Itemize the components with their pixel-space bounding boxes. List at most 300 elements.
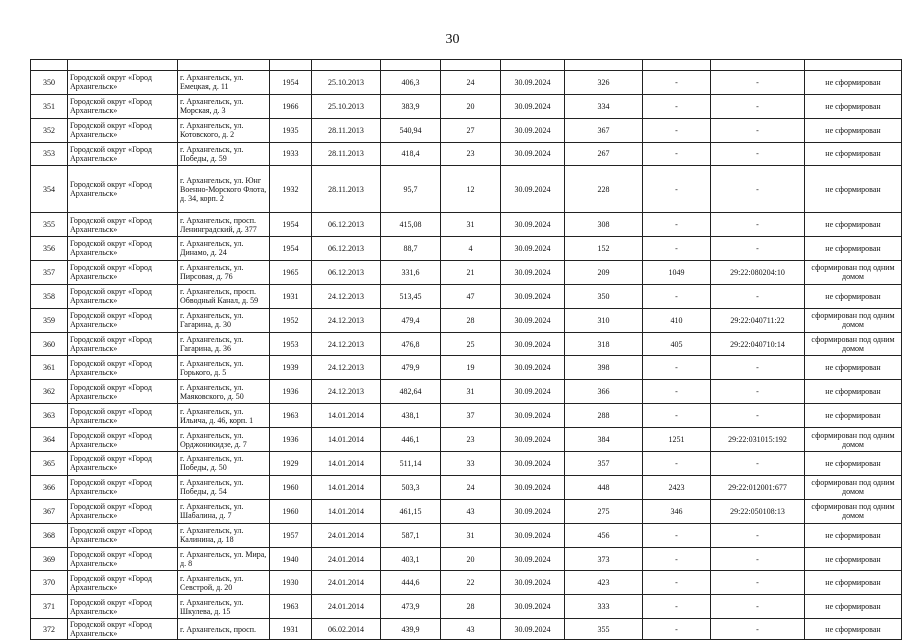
status-cell: не сформирован [805, 356, 902, 380]
cadastral-number-cell: - [711, 284, 805, 308]
cadastral-number-cell: - [711, 619, 805, 640]
header-cell [805, 60, 902, 71]
residents-cell: 31 [441, 523, 501, 547]
address-cell: г. Архангельск, ул. Котовского, д. 2 [178, 118, 270, 142]
deadline-cell: 30.09.2024 [501, 356, 565, 380]
residents-cell: 28 [441, 595, 501, 619]
deadline-cell: 30.09.2024 [501, 475, 565, 499]
row-number-cell: 351 [31, 94, 68, 118]
header-cell [31, 60, 68, 71]
land-area-cell: - [643, 166, 711, 213]
status-cell: не сформирован [805, 547, 902, 571]
number-cell: 456 [565, 523, 643, 547]
cadastral-number-cell: - [711, 356, 805, 380]
table-row [31, 284, 902, 308]
status-cell: сформирован под одним домом [805, 475, 902, 499]
number-cell: 398 [565, 356, 643, 380]
cadastral-number-cell: 29:22:012001:677 [711, 475, 805, 499]
cadastral-number-cell: - [711, 94, 805, 118]
cadastral-number-cell: - [711, 142, 805, 166]
deadline-cell: 30.09.2024 [501, 284, 565, 308]
number-cell: 228 [565, 166, 643, 213]
year-cell: 1940 [270, 547, 312, 571]
land-area-cell: - [643, 571, 711, 595]
status-cell: не сформирован [805, 571, 902, 595]
number-cell: 334 [565, 94, 643, 118]
district-cell: Городской округ «Город Архангельск» [68, 571, 178, 595]
date-cell: 06.12.2013 [312, 213, 381, 237]
table-row [31, 404, 902, 428]
district-cell: Городской округ «Город Архангельск» [68, 94, 178, 118]
cadastral-number-cell: - [711, 237, 805, 261]
table-body [31, 60, 902, 640]
address-cell: г. Архангельск, ул. Шкулева, д. 15 [178, 595, 270, 619]
residents-cell: 31 [441, 213, 501, 237]
residents-cell: 20 [441, 94, 501, 118]
date-cell: 25.10.2013 [312, 94, 381, 118]
table-row [31, 428, 902, 452]
land-area-cell: 346 [643, 499, 711, 523]
residents-cell: 24 [441, 70, 501, 94]
cadastral-number-cell: 29:22:040710:14 [711, 332, 805, 356]
table-row [31, 499, 902, 523]
table-row [31, 452, 902, 476]
cadastral-number-cell: - [711, 380, 805, 404]
address-cell: г. Архангельск, ул. Маяковского, д. 50 [178, 380, 270, 404]
date-cell: 24.12.2013 [312, 332, 381, 356]
area-cell: 418,4 [381, 142, 441, 166]
district-cell: Городской округ «Город Архангельск» [68, 284, 178, 308]
date-cell: 24.01.2014 [312, 547, 381, 571]
address-cell: г. Архангельск, просп. Обводный Канал, д. 59 [178, 284, 270, 308]
area-cell: 403,1 [381, 547, 441, 571]
year-cell: 1960 [270, 475, 312, 499]
table-row [31, 308, 902, 332]
year-cell: 1954 [270, 70, 312, 94]
row-number-cell: 353 [31, 142, 68, 166]
row-number-cell: 356 [31, 237, 68, 261]
number-cell: 373 [565, 547, 643, 571]
address-cell: г. Архангельск, просп. Ленинградский, д. 377 [178, 213, 270, 237]
status-cell: не сформирован [805, 166, 902, 213]
address-cell: г. Архангельск, ул. Гагарина, д. 30 [178, 308, 270, 332]
residents-cell: 22 [441, 571, 501, 595]
residents-cell: 33 [441, 452, 501, 476]
status-cell: не сформирован [805, 213, 902, 237]
number-cell: 267 [565, 142, 643, 166]
number-cell: 355 [565, 619, 643, 640]
area-cell: 479,9 [381, 356, 441, 380]
row-number-cell: 366 [31, 475, 68, 499]
land-area-cell: - [643, 118, 711, 142]
land-area-cell: - [643, 404, 711, 428]
address-cell: г. Архангельск, ул. Юнг Военно-Морского Флота, д. 34, корп. 2 [178, 166, 270, 213]
cadastral-number-cell: - [711, 523, 805, 547]
address-cell: г. Архангельск, ул. Севстрой, д. 20 [178, 571, 270, 595]
deadline-cell: 30.09.2024 [501, 523, 565, 547]
land-area-cell: 2423 [643, 475, 711, 499]
header-cell [178, 60, 270, 71]
land-area-cell: - [643, 237, 711, 261]
district-cell: Городской округ «Город Архангельск» [68, 118, 178, 142]
header-cell [381, 60, 441, 71]
deadline-cell: 30.09.2024 [501, 332, 565, 356]
year-cell: 1931 [270, 619, 312, 640]
date-cell: 24.01.2014 [312, 595, 381, 619]
year-cell: 1936 [270, 428, 312, 452]
district-cell: Городской округ «Город Архангельск» [68, 475, 178, 499]
row-number-cell: 369 [31, 547, 68, 571]
residents-cell: 43 [441, 499, 501, 523]
year-cell: 1963 [270, 595, 312, 619]
date-cell: 06.12.2013 [312, 260, 381, 284]
area-cell: 383,9 [381, 94, 441, 118]
residents-cell: 19 [441, 356, 501, 380]
deadline-cell: 30.09.2024 [501, 380, 565, 404]
address-cell: г. Архангельск, ул. Морская, д. 3 [178, 94, 270, 118]
year-cell: 1954 [270, 213, 312, 237]
status-cell: не сформирован [805, 237, 902, 261]
cadastral-number-cell: - [711, 571, 805, 595]
table-row [31, 475, 902, 499]
district-cell: Городской округ «Город Архангельск» [68, 619, 178, 640]
deadline-cell: 30.09.2024 [501, 94, 565, 118]
district-cell: Городской округ «Город Архангельск» [68, 404, 178, 428]
table-row [31, 332, 902, 356]
area-cell: 331,6 [381, 260, 441, 284]
address-cell: г. Архангельск, ул. Победы, д. 54 [178, 475, 270, 499]
header-cell [711, 60, 805, 71]
status-cell: не сформирован [805, 142, 902, 166]
cadastral-number-cell: - [711, 452, 805, 476]
district-cell: Городской округ «Город Архангельск» [68, 213, 178, 237]
land-area-cell: - [643, 619, 711, 640]
row-number-cell: 350 [31, 70, 68, 94]
land-area-cell: - [643, 523, 711, 547]
status-cell: не сформирован [805, 619, 902, 640]
area-cell: 482,64 [381, 380, 441, 404]
district-cell: Городской округ «Город Архангельск» [68, 260, 178, 284]
area-cell: 479,4 [381, 308, 441, 332]
cadastral-number-cell: - [711, 213, 805, 237]
area-cell: 439,9 [381, 619, 441, 640]
year-cell: 1939 [270, 356, 312, 380]
date-cell: 25.10.2013 [312, 70, 381, 94]
cadastral-number-cell: 29:22:050108:13 [711, 499, 805, 523]
date-cell: 14.01.2014 [312, 452, 381, 476]
deadline-cell: 30.09.2024 [501, 571, 565, 595]
area-cell: 88,7 [381, 237, 441, 261]
land-area-cell: 410 [643, 308, 711, 332]
row-number-cell: 368 [31, 523, 68, 547]
land-area-cell: - [643, 213, 711, 237]
header-cell [270, 60, 312, 71]
residents-cell: 27 [441, 118, 501, 142]
row-number-cell: 355 [31, 213, 68, 237]
cadastral-number-cell: - [711, 118, 805, 142]
header-cell [312, 60, 381, 71]
table-row [31, 142, 902, 166]
year-cell: 1965 [270, 260, 312, 284]
table-row [31, 523, 902, 547]
year-cell: 1954 [270, 237, 312, 261]
date-cell: 24.12.2013 [312, 308, 381, 332]
date-cell: 06.12.2013 [312, 237, 381, 261]
residents-cell: 4 [441, 237, 501, 261]
district-cell: Городской округ «Город Архангельск» [68, 523, 178, 547]
date-cell: 06.02.2014 [312, 619, 381, 640]
address-cell: г. Архангельск, ул. Победы, д. 59 [178, 142, 270, 166]
area-cell: 461,15 [381, 499, 441, 523]
row-number-cell: 359 [31, 308, 68, 332]
residents-cell: 47 [441, 284, 501, 308]
table-row [31, 213, 902, 237]
land-area-cell: 1251 [643, 428, 711, 452]
land-area-cell: 405 [643, 332, 711, 356]
deadline-cell: 30.09.2024 [501, 452, 565, 476]
residents-cell: 31 [441, 380, 501, 404]
year-cell: 1966 [270, 94, 312, 118]
date-cell: 24.12.2013 [312, 356, 381, 380]
table-row [31, 237, 902, 261]
cadastral-number-cell: - [711, 70, 805, 94]
address-cell: г. Архангельск, ул. Горького, д. 5 [178, 356, 270, 380]
status-cell: не сформирован [805, 523, 902, 547]
district-cell: Городской округ «Город Архангельск» [68, 332, 178, 356]
number-cell: 384 [565, 428, 643, 452]
address-cell: г. Архангельск, ул. Калинина, д. 18 [178, 523, 270, 547]
row-number-cell: 361 [31, 356, 68, 380]
status-cell: сформирован под одним домом [805, 499, 902, 523]
row-number-cell: 358 [31, 284, 68, 308]
deadline-cell: 30.09.2024 [501, 308, 565, 332]
status-cell: сформирован под одним домом [805, 428, 902, 452]
header-cell [643, 60, 711, 71]
number-cell: 350 [565, 284, 643, 308]
deadline-cell: 30.09.2024 [501, 166, 565, 213]
residents-cell: 25 [441, 332, 501, 356]
table-row [31, 595, 902, 619]
table-row [31, 166, 902, 213]
table-row [31, 356, 902, 380]
status-cell: не сформирован [805, 94, 902, 118]
area-cell: 406,3 [381, 70, 441, 94]
number-cell: 310 [565, 308, 643, 332]
area-cell: 473,9 [381, 595, 441, 619]
status-cell: не сформирован [805, 404, 902, 428]
area-cell: 444,6 [381, 571, 441, 595]
district-cell: Городской округ «Город Архангельск» [68, 308, 178, 332]
year-cell: 1931 [270, 284, 312, 308]
address-cell: г. Архангельск, ул. Мира, д. 8 [178, 547, 270, 571]
area-cell: 438,1 [381, 404, 441, 428]
deadline-cell: 30.09.2024 [501, 547, 565, 571]
district-cell: Городской округ «Город Архангельск» [68, 356, 178, 380]
land-area-cell: - [643, 70, 711, 94]
land-area-cell: 1049 [643, 260, 711, 284]
number-cell: 152 [565, 237, 643, 261]
table-row [31, 380, 902, 404]
residents-cell: 24 [441, 475, 501, 499]
deadline-cell: 30.09.2024 [501, 404, 565, 428]
date-cell: 14.01.2014 [312, 404, 381, 428]
residents-cell: 28 [441, 308, 501, 332]
area-cell: 587,1 [381, 523, 441, 547]
land-area-cell: - [643, 284, 711, 308]
district-cell: Городской округ «Город Архангельск» [68, 428, 178, 452]
row-number-cell: 352 [31, 118, 68, 142]
number-cell: 326 [565, 70, 643, 94]
address-cell: г. Архангельск, ул. Динамо, д. 24 [178, 237, 270, 261]
date-cell: 14.01.2014 [312, 475, 381, 499]
housing-table [30, 59, 902, 640]
date-cell: 14.01.2014 [312, 428, 381, 452]
year-cell: 1935 [270, 118, 312, 142]
district-cell: Городской округ «Город Архангельск» [68, 142, 178, 166]
row-number-cell: 362 [31, 380, 68, 404]
header-cell [441, 60, 501, 71]
land-area-cell: - [643, 452, 711, 476]
year-cell: 1930 [270, 571, 312, 595]
row-number-cell: 363 [31, 404, 68, 428]
area-cell: 95,7 [381, 166, 441, 213]
address-cell: г. Архангельск, ул. Орджоникидзе, д. 7 [178, 428, 270, 452]
year-cell: 1929 [270, 452, 312, 476]
district-cell: Городской округ «Город Архангельск» [68, 380, 178, 404]
deadline-cell: 30.09.2024 [501, 237, 565, 261]
date-cell: 28.11.2013 [312, 166, 381, 213]
number-cell: 308 [565, 213, 643, 237]
row-number-cell: 365 [31, 452, 68, 476]
number-cell: 357 [565, 452, 643, 476]
row-number-cell: 371 [31, 595, 68, 619]
number-cell: 366 [565, 380, 643, 404]
cadastral-number-cell: 29:22:031015:192 [711, 428, 805, 452]
cadastral-number-cell: - [711, 166, 805, 213]
address-cell: г. Архангельск, просп. [178, 619, 270, 640]
year-cell: 1963 [270, 404, 312, 428]
area-cell: 540,94 [381, 118, 441, 142]
cadastral-number-cell: - [711, 547, 805, 571]
area-cell: 415,08 [381, 213, 441, 237]
year-cell: 1932 [270, 166, 312, 213]
row-number-cell: 360 [31, 332, 68, 356]
table-row [31, 619, 902, 640]
row-number-cell: 370 [31, 571, 68, 595]
residents-cell: 37 [441, 404, 501, 428]
district-cell: Городской округ «Город Архангельск» [68, 595, 178, 619]
deadline-cell: 30.09.2024 [501, 70, 565, 94]
status-cell: не сформирован [805, 118, 902, 142]
header-cell [68, 60, 178, 71]
status-cell: сформирован под одним домом [805, 308, 902, 332]
table-row [31, 70, 902, 94]
year-cell: 1957 [270, 523, 312, 547]
row-number-cell: 354 [31, 166, 68, 213]
residents-cell: 20 [441, 547, 501, 571]
land-area-cell: - [643, 94, 711, 118]
date-cell: 24.12.2013 [312, 380, 381, 404]
row-number-cell: 364 [31, 428, 68, 452]
residents-cell: 12 [441, 166, 501, 213]
date-cell: 28.11.2013 [312, 118, 381, 142]
status-cell: не сформирован [805, 380, 902, 404]
table-header-row [31, 60, 902, 71]
deadline-cell: 30.09.2024 [501, 428, 565, 452]
land-area-cell: - [643, 142, 711, 166]
area-cell: 503,3 [381, 475, 441, 499]
header-cell [565, 60, 643, 71]
year-cell: 1933 [270, 142, 312, 166]
address-cell: г. Архангельск, ул. Емецкая, д. 11 [178, 70, 270, 94]
table-row [31, 571, 902, 595]
table-row [31, 260, 902, 284]
date-cell: 14.01.2014 [312, 499, 381, 523]
address-cell: г. Архангельск, ул. Ильича, д. 46, корп. 1 [178, 404, 270, 428]
deadline-cell: 30.09.2024 [501, 619, 565, 640]
residents-cell: 43 [441, 619, 501, 640]
area-cell: 511,14 [381, 452, 441, 476]
number-cell: 209 [565, 260, 643, 284]
district-cell: Городской округ «Город Архангельск» [68, 452, 178, 476]
area-cell: 513,45 [381, 284, 441, 308]
status-cell: не сформирован [805, 70, 902, 94]
deadline-cell: 30.09.2024 [501, 213, 565, 237]
district-cell: Городской округ «Город Архангельск» [68, 499, 178, 523]
table-row [31, 547, 902, 571]
row-number-cell: 367 [31, 499, 68, 523]
district-cell: Городской округ «Город Архангельск» [68, 166, 178, 213]
number-cell: 318 [565, 332, 643, 356]
deadline-cell: 30.09.2024 [501, 142, 565, 166]
date-cell: 28.11.2013 [312, 142, 381, 166]
land-area-cell: - [643, 547, 711, 571]
table-row [31, 118, 902, 142]
deadline-cell: 30.09.2024 [501, 260, 565, 284]
cadastral-number-cell: - [711, 595, 805, 619]
area-cell: 476,8 [381, 332, 441, 356]
year-cell: 1953 [270, 332, 312, 356]
address-cell: г. Архангельск, ул. Шабалина, д. 7 [178, 499, 270, 523]
date-cell: 24.01.2014 [312, 571, 381, 595]
page-number: 30 [445, 32, 460, 47]
district-cell: Городской округ «Город Архангельск» [68, 237, 178, 261]
status-cell: не сформирован [805, 284, 902, 308]
header-cell [501, 60, 565, 71]
deadline-cell: 30.09.2024 [501, 499, 565, 523]
year-cell: 1960 [270, 499, 312, 523]
land-area-cell: - [643, 380, 711, 404]
residents-cell: 23 [441, 428, 501, 452]
number-cell: 367 [565, 118, 643, 142]
status-cell: не сформирован [805, 595, 902, 619]
area-cell: 446,1 [381, 428, 441, 452]
year-cell: 1952 [270, 308, 312, 332]
number-cell: 448 [565, 475, 643, 499]
date-cell: 24.01.2014 [312, 523, 381, 547]
number-cell: 333 [565, 595, 643, 619]
address-cell: г. Архангельск, ул. Пирсовая, д. 76 [178, 260, 270, 284]
status-cell: не сформирован [805, 452, 902, 476]
deadline-cell: 30.09.2024 [501, 118, 565, 142]
date-cell: 24.12.2013 [312, 284, 381, 308]
residents-cell: 23 [441, 142, 501, 166]
number-cell: 275 [565, 499, 643, 523]
row-number-cell: 372 [31, 619, 68, 640]
cadastral-number-cell: - [711, 404, 805, 428]
number-cell: 423 [565, 571, 643, 595]
deadline-cell: 30.09.2024 [501, 595, 565, 619]
